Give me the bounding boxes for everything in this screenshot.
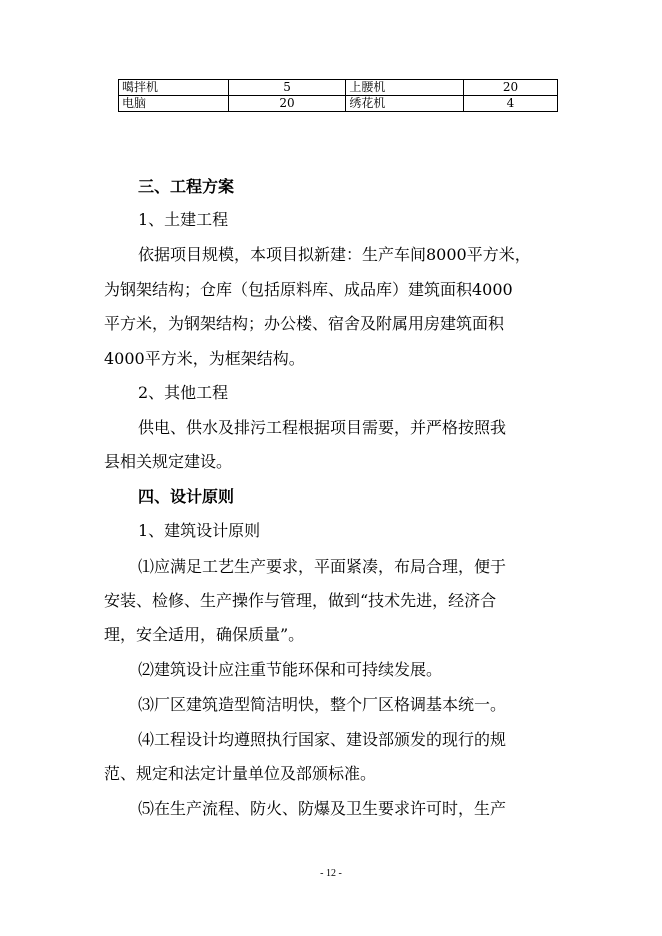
paragraph-line: 范、规定和法定计量单位及部颁标准。 xyxy=(104,764,377,783)
section-heading: 四、设计原则 xyxy=(138,487,235,506)
paragraph-line: ⑶厂区建筑造型简洁明快，整个厂区格调基本统一。 xyxy=(138,695,507,714)
page-number: - 12 - xyxy=(320,868,342,879)
paragraph-line: ⑵建筑设计应注重节能环保和可持续发展。 xyxy=(138,660,443,679)
paragraph-line: 4000平方米，为框架结构。 xyxy=(104,349,305,368)
table-cell: 上腰机 xyxy=(346,80,464,96)
paragraph-line: ⑷工程设计均遵照执行国家、建设部颁发的现行的规 xyxy=(138,730,507,749)
paragraph-line: ⑴应满足工艺生产要求，平面紧凑，布局合理，便于 xyxy=(138,557,507,576)
paragraph-line: 为钢架结构；仓库（包括原料库、成品库）建筑面积4000 xyxy=(104,280,513,299)
paragraph-line: 平方米，为钢架结构；办公楼、宿舍及附属用房建筑面积 xyxy=(104,314,505,333)
table-row xyxy=(119,96,558,112)
table-row xyxy=(119,80,558,96)
paragraph-line: ⑸在生产流程、防火、防爆及卫生要求许可时，生产 xyxy=(138,799,507,818)
paragraph-line: 依据项目规模，本项目拟新建：生产车间8000平方米， xyxy=(138,245,531,264)
table-cell: 4 xyxy=(463,96,557,112)
table-cell: 电脑 xyxy=(119,96,229,112)
table-cell: 绣花机 xyxy=(346,96,464,112)
section-heading: 三、工程方案 xyxy=(138,177,235,196)
table-cell: 5 xyxy=(228,80,346,96)
table-cell: 噶拌机 xyxy=(119,80,229,96)
paragraph-line: 县相关规定建设。 xyxy=(104,452,233,471)
paragraph-line: 理，安全适用，确保质量”。 xyxy=(104,625,305,644)
paragraph-line: 供电、供水及排污工程根据项目需要，并严格按照我 xyxy=(138,418,507,437)
subsection-heading: 2、其他工程 xyxy=(138,383,229,402)
equipment-table xyxy=(118,79,558,112)
table-cell: 20 xyxy=(463,80,557,96)
paragraph-line: 安装、检修、生产操作与管理，做到“技术先进，经济合 xyxy=(104,591,497,610)
table-cell: 20 xyxy=(228,96,346,112)
subsection-heading: 1、建筑设计原则 xyxy=(138,521,261,540)
subsection-heading: 1、土建工程 xyxy=(138,210,229,229)
